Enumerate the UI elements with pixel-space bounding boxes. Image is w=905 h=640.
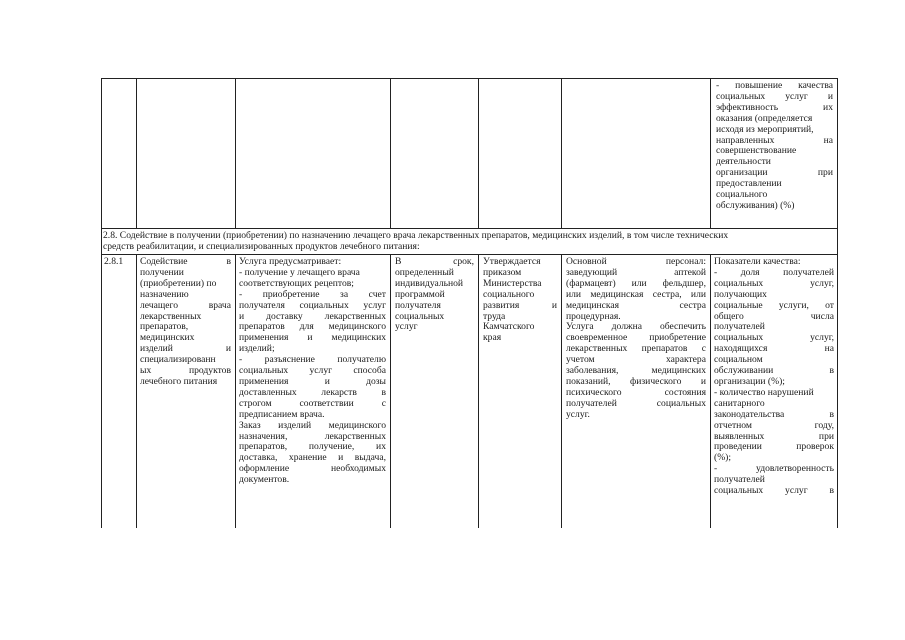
cell-text-line: соответствующих рецептов; [239, 277, 354, 289]
cell-text-line: (приобретении) по [140, 277, 217, 289]
cell-text-line: - количество нарушений [714, 386, 814, 398]
cell-text-line: предоставлении [716, 178, 782, 190]
cell-text-line: социального [483, 288, 535, 300]
cell-text-line: (%); [714, 452, 732, 464]
cell-text-line: социальные услуги, от [714, 299, 834, 311]
cell-text-line: находящихся на [714, 343, 834, 355]
cell-text-line: Показатели качества: [714, 257, 801, 267]
cell-text-line: получателей [714, 474, 765, 486]
table-border-top [101, 78, 838, 79]
cell-text-line: - получение у лечащего врача [239, 266, 360, 278]
row-number: 2.8.1 [104, 257, 124, 267]
conditions-cell [566, 257, 706, 421]
cell-text-line: Утверждается [483, 257, 541, 267]
cell-text-line: лекарственных препаратов с [566, 343, 706, 355]
cell-text-line: лечащего врача [140, 299, 231, 311]
cell-text-line: развития и [483, 299, 557, 311]
cell-text-line: отчетном году, [714, 419, 834, 431]
cell-text-line: назначения, лекарственных [239, 430, 386, 442]
col-line-3 [390, 78, 391, 228]
cell-text-line: выявленных при [714, 430, 834, 442]
cell-text-line: получателей социальных [566, 397, 706, 409]
cell-text-line: деятельности [716, 156, 771, 168]
cell-text-line: социального [716, 189, 768, 201]
cell-text-line: услуг. [566, 408, 590, 420]
section-title [103, 230, 836, 252]
cell-text-line: изделий; [239, 343, 275, 355]
col-line-6b [710, 254, 711, 528]
col-line-3b [390, 254, 391, 528]
cell-text-line: обслуживания) (%) [716, 199, 795, 211]
cell-text-line: Основной персонал: [566, 257, 706, 267]
cell-text-line: края [483, 332, 502, 344]
cell-text-line: Содействие в [140, 257, 231, 267]
cell-text-line: организации при [716, 167, 833, 179]
cell-text-line: - доля получателей [714, 266, 834, 278]
cell-text-line: получателя [395, 299, 441, 311]
cell-text-line: получающих [714, 288, 767, 300]
col-line-1b [136, 254, 137, 528]
cell-text-line: - повышение качества [716, 81, 833, 91]
cell-text-line: изделий и [140, 343, 231, 355]
cell-text-line: назначению [140, 288, 189, 300]
cell-text-line: индивидуальной [395, 277, 464, 289]
cell-text-line: предписанием врача. [239, 408, 325, 420]
cell-text-line: совершенствование [716, 145, 797, 157]
cell-text-line: (фармацевт) или фельдшер, [566, 277, 706, 289]
cell-text-line: социальном [714, 354, 763, 366]
cell-text-line: доставка, хранение и выдача, [239, 452, 386, 464]
cell-text-line: социальных услуг, [714, 332, 834, 344]
cell-text-line: доставленных лекарств в [239, 386, 386, 398]
cell-text-line: процедурная. [566, 310, 621, 322]
col-line-1 [136, 78, 137, 228]
cell-text-line: и доставку лекарственных [239, 310, 386, 322]
table-border-right [837, 78, 838, 528]
section-bottom-line [101, 254, 838, 255]
cell-text-line: показаний, физического и [566, 375, 706, 387]
cell-text-line: строгом соответствии с [239, 397, 386, 409]
col-line-5b [561, 254, 562, 528]
cell-text-line: психического состояния [566, 386, 706, 398]
continuation-quality-cell [716, 81, 833, 212]
quality-indicators-cell [714, 257, 834, 497]
cell-text-line: Услуга должна обеспечить [566, 321, 706, 333]
cell-text-line: препаратов для медицинского [239, 321, 386, 333]
cell-text-line: направленных на [716, 134, 833, 146]
col-line-5 [561, 78, 562, 228]
section-title-line: средств реабилитации, и специализированных продуктов лечебного питания: [103, 241, 420, 252]
cell-text-line: медицинских [140, 332, 195, 344]
cell-text-line: получении [140, 266, 184, 278]
cell-text-line: или медицинская сестра, или [566, 288, 706, 300]
cell-text-line: получателя социальных услуг [239, 299, 386, 311]
cell-text-line: проведении проверок [714, 441, 834, 453]
cell-text-line: оформление необходимых [239, 463, 386, 475]
cell-text-line: услуг [395, 321, 418, 333]
cell-text-line: медицинская сестра [566, 299, 706, 311]
col-line-4b [478, 254, 479, 528]
table-border-left [101, 78, 102, 528]
cell-text-line: препаратов, получение, их [239, 441, 386, 453]
cell-text-line: социальных [395, 310, 445, 322]
cell-text-line: определенный [395, 266, 454, 278]
cell-text-line: специализированн [140, 354, 216, 366]
cell-text-line: заболевания, медицинских [566, 365, 706, 377]
cell-text-line: общего числа [714, 310, 834, 322]
cell-text-line: своевременное приобретение [566, 332, 706, 344]
cell-text-line: труда [483, 310, 506, 322]
cell-text-line: учетом характера [566, 354, 706, 366]
cell-text-line: - приобретение за счет [239, 288, 386, 300]
cell-text-line: лечебного питания [140, 375, 218, 387]
service-description-cell [239, 257, 386, 486]
cell-text-line: социальных услуг в [714, 485, 834, 497]
cell-text-line: оказания (определяется [716, 112, 813, 124]
row-number-cell [104, 257, 134, 268]
cell-text-line: программой [395, 288, 445, 300]
cell-text-line: приказом [483, 266, 522, 278]
term-cell [395, 257, 474, 333]
cell-text-line: документов. [239, 474, 290, 486]
cell-text-line: законодательства в [714, 408, 834, 420]
cell-text-line: применения и медицинских [239, 332, 386, 344]
cell-text-line: санитарного [714, 397, 765, 409]
cell-text-line: - разъяснение получателю [239, 354, 386, 366]
cell-text-line: Заказ изделий медицинского [239, 419, 386, 431]
section-top-line [101, 228, 838, 229]
cell-text-line: ых продуктов [140, 365, 231, 377]
cell-text-line: обслуживании в [714, 365, 834, 377]
cell-text-line: эффективность их [716, 101, 833, 113]
cell-text-line: социальных услуг, [714, 277, 834, 289]
cell-text-line: применения и дозы [239, 375, 386, 387]
cell-text-line: заведующий аптекой [566, 266, 706, 278]
cell-text-line: препаратов, [140, 321, 189, 333]
cell-text-line: исходя из мероприятий, [716, 123, 814, 135]
tariff-cell [483, 257, 557, 344]
cell-text-line: Камчатского [483, 321, 535, 333]
cell-text-line: организации (%); [714, 375, 785, 387]
cell-text-line: Услуга предусматривает: [239, 257, 342, 267]
col-line-2 [235, 78, 236, 228]
cell-text-line: социальных услуг и [716, 90, 833, 102]
cell-text-line: Министерства [483, 277, 542, 289]
cell-text-line: лекарственных [140, 310, 202, 322]
col-line-4 [478, 78, 479, 228]
cell-text-line: получателей [714, 321, 765, 333]
col-line-2b [235, 254, 236, 528]
cell-text-line: - удовлетворенность [714, 463, 834, 475]
col-line-6 [710, 78, 711, 228]
service-name-cell [140, 257, 231, 388]
cell-text-line: социальных услуг способа [239, 365, 386, 377]
section-title-line: 2.8. Содействие в получении (приобретении) по назначению лечащего врача лекарственных препаратов, медицинских изделий, в том числе технических [103, 230, 729, 241]
cell-text-line: В срок, [395, 257, 474, 267]
